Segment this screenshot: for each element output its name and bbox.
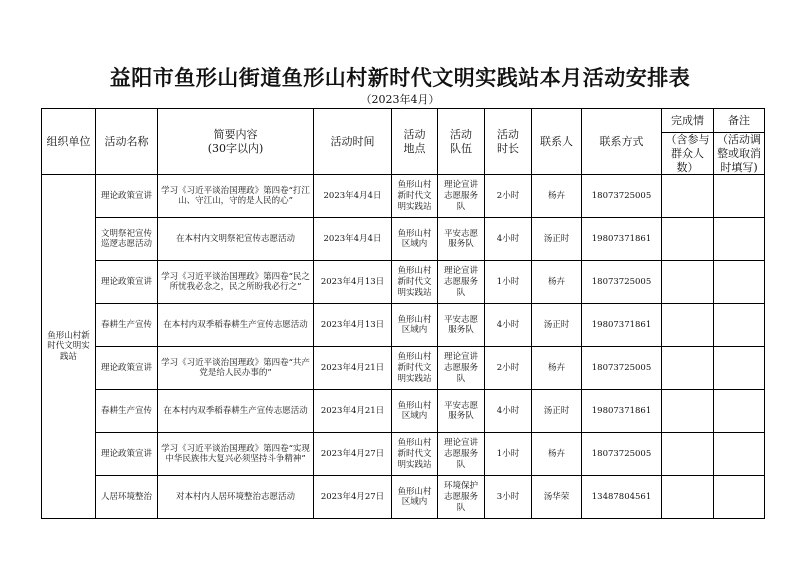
table-row — [42, 476, 765, 519]
contact-phone: 19807371861 — [582, 390, 662, 433]
activity-name: 人居环境整治 — [96, 476, 158, 519]
activity-place: 鱼形山村区域内 — [392, 476, 438, 519]
page-title: 益阳市鱼形山街道鱼形山村新时代文明实践站本月活动安排表 — [109, 65, 691, 90]
header-note: 备注 — [714, 109, 765, 133]
activity-team: 理论宣讲志愿服务队 — [438, 433, 485, 476]
header-done-sub: （含参与群众人数） — [662, 133, 714, 175]
note-cell — [714, 261, 765, 304]
activity-team: 理论宣讲志愿服务队 — [438, 261, 485, 304]
completion-cell — [662, 390, 714, 433]
activity-date: 2023年4月21日 — [314, 347, 392, 390]
activity-date: 2023年4月27日 — [314, 433, 392, 476]
activity-content: 学习《习近平谈治国理政》第四卷“共产党是给人民办事的” — [158, 347, 314, 390]
note-cell — [714, 476, 765, 519]
header-contact: 联系人 — [532, 109, 582, 175]
activity-place: 鱼形山村区域内 — [392, 390, 438, 433]
activity-duration: 3小时 — [485, 476, 532, 519]
activity-team: 平安志愿服务队 — [438, 390, 485, 433]
activity-team: 理论宣讲志愿服务队 — [438, 175, 485, 218]
activity-content: 学习《习近平谈治国理政》第四卷“实现中华民族伟大复兴必须坚持斗争精神” — [158, 433, 314, 476]
table-row — [42, 175, 765, 218]
header-content: 简要内容 (30字以内) — [158, 109, 314, 175]
header-duration: 活动 时长 — [485, 109, 532, 175]
note-cell — [714, 304, 765, 347]
activity-duration: 4小时 — [485, 304, 532, 347]
contact-phone: 18073725005 — [582, 175, 662, 218]
activity-date: 2023年4月13日 — [314, 304, 392, 347]
activity-duration: 1小时 — [485, 261, 532, 304]
activity-duration: 1小时 — [485, 433, 532, 476]
activity-name: 理论政策宣讲 — [96, 433, 158, 476]
activity-team: 环境保护志愿服务队 — [438, 476, 485, 519]
header-name: 活动名称 — [96, 109, 158, 175]
completion-cell — [662, 433, 714, 476]
page-subtitle: （2023年4月） — [360, 93, 440, 106]
contact-phone: 18073725005 — [582, 347, 662, 390]
activity-date: 2023年4月4日 — [314, 218, 392, 261]
activity-content: 在本村内文明祭祀宣传志愿活动 — [158, 218, 314, 261]
header-phone: 联系方式 — [582, 109, 662, 175]
activity-place: 鱼形山村区域内 — [392, 304, 438, 347]
note-cell — [714, 390, 765, 433]
activity-duration: 2小时 — [485, 347, 532, 390]
header-done: 完成情 — [662, 109, 714, 133]
contact-person: 杨卉 — [532, 175, 582, 218]
table-body — [42, 175, 765, 519]
contact-phone: 19807371861 — [582, 304, 662, 347]
activity-name: 春耕生产宣传 — [96, 390, 158, 433]
contact-phone: 18073725005 — [582, 261, 662, 304]
contact-person: 杨卉 — [532, 261, 582, 304]
activity-place: 鱼形山村新时代文明实践站 — [392, 433, 438, 476]
activity-content: 对本村内人居环境整治志愿活动 — [158, 476, 314, 519]
activity-name: 春耕生产宣传 — [96, 304, 158, 347]
activity-name: 理论政策宣讲 — [96, 347, 158, 390]
completion-cell — [662, 304, 714, 347]
completion-cell — [662, 218, 714, 261]
header-note-sub: （活动调整或取消时填写) — [714, 133, 765, 175]
contact-phone: 13487804561 — [582, 476, 662, 519]
table-row — [42, 433, 765, 476]
activity-content: 学习《习近平谈治国理政》第四卷“打江山、守江山，守的是人民的心” — [158, 175, 314, 218]
contact-person: 杨卉 — [532, 347, 582, 390]
activity-place: 鱼形山村区域内 — [392, 218, 438, 261]
note-cell — [714, 433, 765, 476]
activity-place: 鱼形山村新时代文明实践站 — [392, 347, 438, 390]
activity-team: 平安志愿服务队 — [438, 218, 485, 261]
contact-person: 汤正时 — [532, 390, 582, 433]
note-cell — [714, 175, 765, 218]
header-place: 活动 地点 — [392, 109, 438, 175]
activity-duration: 2小时 — [485, 175, 532, 218]
header-org: 组织单位 — [42, 109, 96, 175]
header-time: 活动时间 — [314, 109, 392, 175]
activity-date: 2023年4月21日 — [314, 390, 392, 433]
table-row — [42, 218, 765, 261]
activity-place: 鱼形山村新时代文明实践站 — [392, 175, 438, 218]
contact-phone: 18073725005 — [582, 433, 662, 476]
schedule-table — [41, 108, 765, 519]
completion-cell — [662, 476, 714, 519]
table-row — [42, 347, 765, 390]
activity-date: 2023年4月4日 — [314, 175, 392, 218]
activity-team: 理论宣讲志愿服务队 — [438, 347, 485, 390]
contact-person: 汤正时 — [532, 304, 582, 347]
activity-date: 2023年4月27日 — [314, 476, 392, 519]
activity-duration: 4小时 — [485, 218, 532, 261]
activity-date: 2023年4月13日 — [314, 261, 392, 304]
contact-person: 汤正时 — [532, 218, 582, 261]
activity-content: 在本村内双季稻春耕生产宣传志愿活动 — [158, 304, 314, 347]
completion-cell — [662, 347, 714, 390]
table-row — [42, 390, 765, 433]
contact-phone: 19807371861 — [582, 218, 662, 261]
activity-name: 文明祭祀宣传巡逻志愿活动 — [96, 218, 158, 261]
table-header — [42, 109, 765, 175]
activity-content: 学习《习近平谈治国理政》第四卷“民之所忧我必念之，民之所盼我必行之” — [158, 261, 314, 304]
org-unit: 鱼形山村新时代文明实践站 — [42, 175, 96, 519]
activity-duration: 4小时 — [485, 390, 532, 433]
activity-place: 鱼形山村新时代文明实践站 — [392, 261, 438, 304]
note-cell — [714, 218, 765, 261]
activity-team: 平安志愿服务队 — [438, 304, 485, 347]
contact-person: 汤华荣 — [532, 476, 582, 519]
note-cell — [714, 347, 765, 390]
completion-cell — [662, 261, 714, 304]
table-row — [42, 261, 765, 304]
header-team: 活动 队伍 — [438, 109, 485, 175]
completion-cell — [662, 175, 714, 218]
contact-person: 杨卉 — [532, 433, 582, 476]
activity-content: 在本村内双季稻春耕生产宣传志愿活动 — [158, 390, 314, 433]
table-row — [42, 304, 765, 347]
activity-name: 理论政策宣讲 — [96, 175, 158, 218]
activity-name: 理论政策宣讲 — [96, 261, 158, 304]
